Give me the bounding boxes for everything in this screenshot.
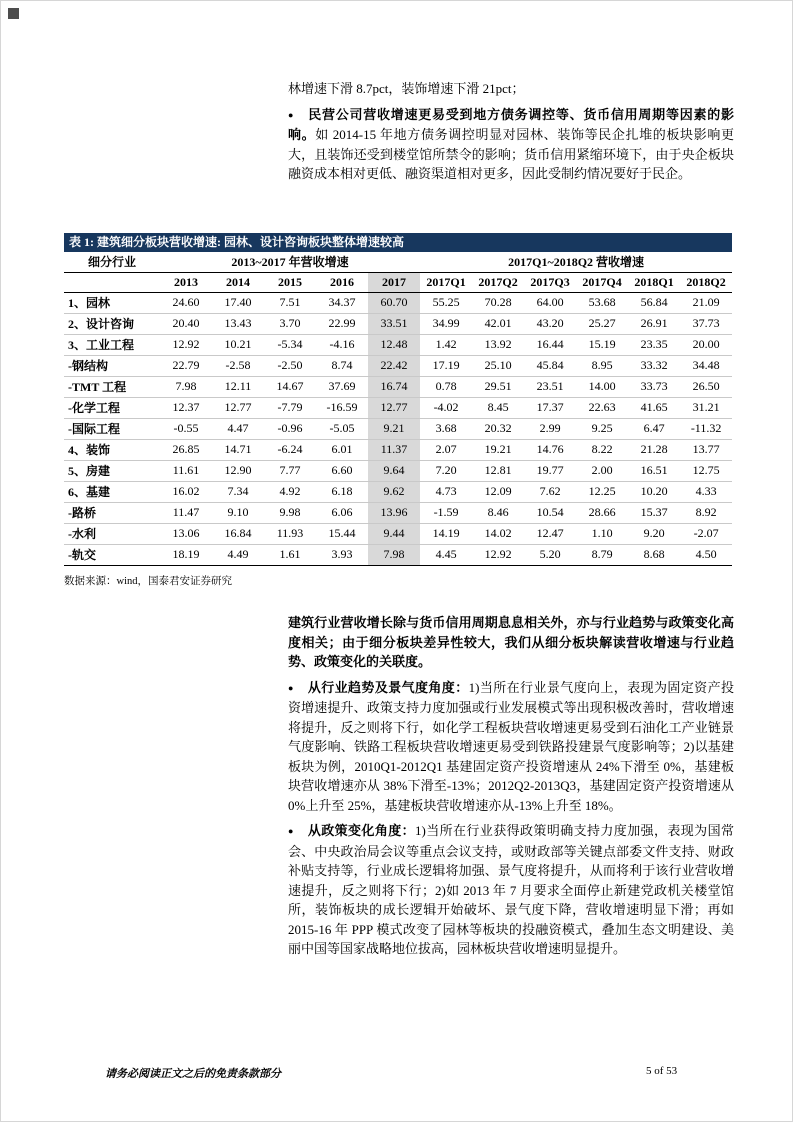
table-cell: 9.21 <box>368 418 420 439</box>
table-cell: 26.91 <box>628 313 680 334</box>
table-cell: 2.00 <box>576 460 628 481</box>
table-cell: -2.58 <box>212 355 264 376</box>
bullet-lead-text: 从政策变化角度： <box>307 823 416 838</box>
data-source-note: 数据来源：wind，国泰君安证券研究 <box>64 576 232 587</box>
table-cell: 9.20 <box>628 523 680 544</box>
table-cell: 12.47 <box>524 523 576 544</box>
table-row <box>64 334 732 355</box>
table-cell: 13.43 <box>212 313 264 334</box>
table-cell: 4.47 <box>212 418 264 439</box>
table-cell: 8.22 <box>576 439 628 460</box>
col-group-annual: 2013~2017 年营收增速 <box>160 252 420 272</box>
table-cell: 20.00 <box>680 334 732 355</box>
table-cell: 5.20 <box>524 544 576 565</box>
table-header-empty-cell <box>64 272 160 292</box>
table-cell: 11.61 <box>160 460 212 481</box>
table-cell: 6.18 <box>316 481 368 502</box>
table-cell: 3.70 <box>264 313 316 334</box>
table-cell: 60.70 <box>368 292 420 313</box>
table-cell: 3.93 <box>316 544 368 565</box>
table-cell: 11.47 <box>160 502 212 523</box>
column-header-2017Q1: 2017Q1 <box>420 272 472 292</box>
table-cell: 4.45 <box>420 544 472 565</box>
table-body <box>64 292 732 565</box>
table-cell: 22.79 <box>160 355 212 376</box>
table-cell: 45.84 <box>524 355 576 376</box>
table-cell: 8.46 <box>472 502 524 523</box>
lead-paragraph: 建筑行业营收增长除与货币信用周期息息相关外，亦与行业趋势与政策变化高度相关；由于细分板块差异性较大，我们从细分板块解读营收增速与行业趋势、政策变化的关联度。 <box>288 615 734 669</box>
table-cell: 6.01 <box>316 439 368 460</box>
table-cell: 19.77 <box>524 460 576 481</box>
table-cell: 12.77 <box>368 397 420 418</box>
table-cell: 8.79 <box>576 544 628 565</box>
table-cell: 6.47 <box>628 418 680 439</box>
table-cell: 1.10 <box>576 523 628 544</box>
col-header-industry: 细分行业 <box>64 252 160 272</box>
table-cell: 18.19 <box>160 544 212 565</box>
table-cell: 13.77 <box>680 439 732 460</box>
table-cell: 2.07 <box>420 439 472 460</box>
revenue-table <box>64 252 732 566</box>
table-cell: 1.61 <box>264 544 316 565</box>
column-header-2014: 2014 <box>212 272 264 292</box>
row-label: -轨交 <box>64 544 160 565</box>
table-cell: 29.51 <box>472 376 524 397</box>
table-cell: 42.01 <box>472 313 524 334</box>
table-cell: 13.96 <box>368 502 420 523</box>
row-label: -钢结构 <box>64 355 160 376</box>
table-cell: 12.09 <box>472 481 524 502</box>
table-cell: 9.10 <box>212 502 264 523</box>
table-cell: -6.24 <box>264 439 316 460</box>
table-row <box>64 397 732 418</box>
row-label: -TMT 工程 <box>64 376 160 397</box>
intro-text-block <box>288 79 734 184</box>
table-cell: 12.77 <box>212 397 264 418</box>
table-cell: 7.62 <box>524 481 576 502</box>
corner-mark <box>8 8 19 19</box>
table-cell: -0.96 <box>264 418 316 439</box>
table-cell: 23.51 <box>524 376 576 397</box>
table-cell: 22.99 <box>316 313 368 334</box>
row-label: -路桥 <box>64 502 160 523</box>
bullet-paragraph <box>288 105 734 184</box>
row-label: 3、工业工程 <box>64 334 160 355</box>
table-cell: 12.25 <box>576 481 628 502</box>
table-cell: 64.00 <box>524 292 576 313</box>
table-cell: 7.34 <box>212 481 264 502</box>
row-label: 2、设计咨询 <box>64 313 160 334</box>
row-label: 1、园林 <box>64 292 160 313</box>
table-row <box>64 481 732 502</box>
row-label: 6、基建 <box>64 481 160 502</box>
row-label: -化学工程 <box>64 397 160 418</box>
table-cell: 13.06 <box>160 523 212 544</box>
table-cell: 14.00 <box>576 376 628 397</box>
table-cell: 25.27 <box>576 313 628 334</box>
column-header-2018Q2: 2018Q2 <box>680 272 732 292</box>
table-cell: 4.33 <box>680 481 732 502</box>
table-row <box>64 460 732 481</box>
page-number: 5 of 53 <box>646 1065 678 1077</box>
table-cell: 16.84 <box>212 523 264 544</box>
table-cell: 33.51 <box>368 313 420 334</box>
table-cell: 4.49 <box>212 544 264 565</box>
table-cell: 13.92 <box>472 334 524 355</box>
table-cell: 15.44 <box>316 523 368 544</box>
column-header-2018Q1: 2018Q1 <box>628 272 680 292</box>
table-cell: 9.25 <box>576 418 628 439</box>
table-title-bar: 表 1: 建筑细分板块营收增速: 园林、设计咨询板块整体增速较高 <box>64 233 732 252</box>
table-cell: 10.20 <box>628 481 680 502</box>
row-label: 5、房建 <box>64 460 160 481</box>
table-cell: 16.74 <box>368 376 420 397</box>
table-cell: 23.35 <box>628 334 680 355</box>
table-cell: 0.78 <box>420 376 472 397</box>
table-cell: 15.37 <box>628 502 680 523</box>
bullet-paragraph <box>288 678 734 816</box>
table-cell: 9.64 <box>368 460 420 481</box>
table-row <box>64 376 732 397</box>
table-cell: 31.21 <box>680 397 732 418</box>
table-cell: 12.90 <box>212 460 264 481</box>
table-cell: 22.63 <box>576 397 628 418</box>
table-cell: -16.59 <box>316 397 368 418</box>
col-group-quarterly: 2017Q1~2018Q2 营收增速 <box>420 252 732 272</box>
table-cell: 43.20 <box>524 313 576 334</box>
table-row <box>64 418 732 439</box>
column-header-2016: 2016 <box>316 272 368 292</box>
row-label: -国际工程 <box>64 418 160 439</box>
table-cell: 9.44 <box>368 523 420 544</box>
table-cell: 17.19 <box>420 355 472 376</box>
table-cell: 37.69 <box>316 376 368 397</box>
table-cell: 8.95 <box>576 355 628 376</box>
table-row <box>64 523 732 544</box>
bullet-paragraph <box>288 821 734 959</box>
table-cell: 21.09 <box>680 292 732 313</box>
table-cell: -5.34 <box>264 334 316 355</box>
table-cell: 6.06 <box>316 502 368 523</box>
table-header-row <box>64 272 732 292</box>
table-cell: 15.19 <box>576 334 628 355</box>
bullet-body-text: 1)当所在行业获得政策明确支持力度加强，表现为国常会、中央政治局会议等重点会议支持，或财政部等关键点部委文件支持、财政补贴支持等，行业成长逻辑将加强、景气度将提升，从而将利于该行业营收增速提升，反之则将下行；2)如 2013 年 7 月要求全面停止新建党政机关楼堂馆所，装饰板块的成长逻辑开始破坏、景气度下降，营收增速明显下滑；再如 2015-16 年 PPP 模式改变了园林等板块的投融资模式，叠加生态文明建设、美丽中国等国家战略地位拔高，园林板块营收增速明显提升。 <box>288 823 734 956</box>
table-cell: 9.62 <box>368 481 420 502</box>
table-cell: 12.81 <box>472 460 524 481</box>
table-cell: 17.37 <box>524 397 576 418</box>
table-cell: 33.32 <box>628 355 680 376</box>
intro-line: 林增速下滑 8.7pct，装饰增速下滑 21pct； <box>288 81 525 96</box>
table-cell: 26.85 <box>160 439 212 460</box>
table-row <box>64 439 732 460</box>
table-cell: 1.42 <box>420 334 472 355</box>
column-header-2017: 2017 <box>368 272 420 292</box>
table-cell: 8.92 <box>680 502 732 523</box>
table-cell: 4.73 <box>420 481 472 502</box>
table-cell: 6.60 <box>316 460 368 481</box>
table-row <box>64 544 732 565</box>
table-cell: 21.28 <box>628 439 680 460</box>
table-cell: 16.44 <box>524 334 576 355</box>
row-label: -水利 <box>64 523 160 544</box>
table-cell: 10.21 <box>212 334 264 355</box>
table-cell: 14.76 <box>524 439 576 460</box>
table-cell: 11.37 <box>368 439 420 460</box>
table-cell: 16.51 <box>628 460 680 481</box>
table-cell: 4.92 <box>264 481 316 502</box>
table-cell: 17.40 <box>212 292 264 313</box>
table-group-header-row <box>64 252 732 272</box>
table-cell: -1.59 <box>420 502 472 523</box>
table-cell: 34.99 <box>420 313 472 334</box>
table-cell: 14.67 <box>264 376 316 397</box>
table-row <box>64 313 732 334</box>
bullet-icon: ● <box>288 826 294 836</box>
bullet-body-text: 如 2014-15 年地方债务调控明显对园林、装饰等民企扎堆的板块影响更大，且装饰还受到楼堂馆所禁令的影响；货币信用紧缩环境下，由于央企板块融资成本相对更低、融资渠道相对更多，因此受制约情况要好于民企。 <box>288 127 734 181</box>
table-cell: 12.92 <box>160 334 212 355</box>
table-cell: 7.51 <box>264 292 316 313</box>
column-header-2017Q3: 2017Q3 <box>524 272 576 292</box>
table-cell: 4.50 <box>680 544 732 565</box>
table-cell: 25.10 <box>472 355 524 376</box>
table-cell: 2.99 <box>524 418 576 439</box>
table-cell: 41.65 <box>628 397 680 418</box>
bullet-icon: ● <box>288 109 294 120</box>
table-cell: 14.02 <box>472 523 524 544</box>
table-cell: -2.50 <box>264 355 316 376</box>
table-cell: -5.05 <box>316 418 368 439</box>
table-row <box>64 355 732 376</box>
column-header-2013: 2013 <box>160 272 212 292</box>
bullet-lead-text: 从行业趋势及景气度角度： <box>307 679 469 695</box>
table-cell: 20.32 <box>472 418 524 439</box>
footer-disclaimer: 请务必阅读正文之后的免责条款部分 <box>105 1068 281 1080</box>
table-row <box>64 292 732 313</box>
table-cell: -4.16 <box>316 334 368 355</box>
table-cell: -7.79 <box>264 397 316 418</box>
table-cell: 10.54 <box>524 502 576 523</box>
table-cell: 53.68 <box>576 292 628 313</box>
bullet-icon: ● <box>288 682 294 693</box>
table-cell: 11.93 <box>264 523 316 544</box>
table-cell: 12.37 <box>160 397 212 418</box>
table-cell: 20.40 <box>160 313 212 334</box>
table-cell: 16.02 <box>160 481 212 502</box>
table-cell: 26.50 <box>680 376 732 397</box>
table-cell: 19.21 <box>472 439 524 460</box>
table-cell: 28.66 <box>576 502 628 523</box>
table-cell: 14.19 <box>420 523 472 544</box>
column-header-2017Q2: 2017Q2 <box>472 272 524 292</box>
table-cell: 14.71 <box>212 439 264 460</box>
table-cell: 7.77 <box>264 460 316 481</box>
table-cell: 37.73 <box>680 313 732 334</box>
table-cell: 70.28 <box>472 292 524 313</box>
table-cell: 22.42 <box>368 355 420 376</box>
body-text-block <box>288 613 734 959</box>
table-cell: 34.48 <box>680 355 732 376</box>
table-cell: 9.98 <box>264 502 316 523</box>
table-cell: 34.37 <box>316 292 368 313</box>
table-cell: 7.98 <box>160 376 212 397</box>
table-cell: 12.75 <box>680 460 732 481</box>
table-cell: 8.45 <box>472 397 524 418</box>
bullet-body-text: 1)当所在行业景气度向上，表现为固定资产投资增速提升、政策支持力度加强或行业发展模式等出现积极改善时，营收增速将提升，反之则将下行，如化学工程板块营收增速更易受到石油化工产业链景气度影响、铁路工程板块营收增速更易受到铁路投建景气度影响等；2)以基建板块为例，2010Q1-2012Q1 基建固定资产投资增速从 24%下滑至 0%，基建板块营收增速亦从 38%下滑至-13%；2012Q2-2013Q3，基建固定资产投资增速从 0%上升至 25%，基建板块营收增速亦从-13%上升至 18%。 <box>288 679 734 813</box>
table-cell: -2.07 <box>680 523 732 544</box>
table-cell: 3.68 <box>420 418 472 439</box>
table-cell: 24.60 <box>160 292 212 313</box>
table-cell: 7.20 <box>420 460 472 481</box>
column-header-2015: 2015 <box>264 272 316 292</box>
table-cell: -4.02 <box>420 397 472 418</box>
table-cell: 8.68 <box>628 544 680 565</box>
table-cell: 12.92 <box>472 544 524 565</box>
table-cell: 12.48 <box>368 334 420 355</box>
column-header-2017Q4: 2017Q4 <box>576 272 628 292</box>
table-cell: -0.55 <box>160 418 212 439</box>
bullet-lead-text: 民营公司营收增速更易受到地方债务调控等、货币信用周期等因素的影响。 <box>288 106 734 142</box>
row-label: 4、装饰 <box>64 439 160 460</box>
table-cell: 33.73 <box>628 376 680 397</box>
table-row <box>64 502 732 523</box>
table-cell: 7.98 <box>368 544 420 565</box>
table-cell: 56.84 <box>628 292 680 313</box>
table-cell: 8.74 <box>316 355 368 376</box>
table-cell: 12.11 <box>212 376 264 397</box>
table-cell: 55.25 <box>420 292 472 313</box>
table-cell: -11.32 <box>680 418 732 439</box>
